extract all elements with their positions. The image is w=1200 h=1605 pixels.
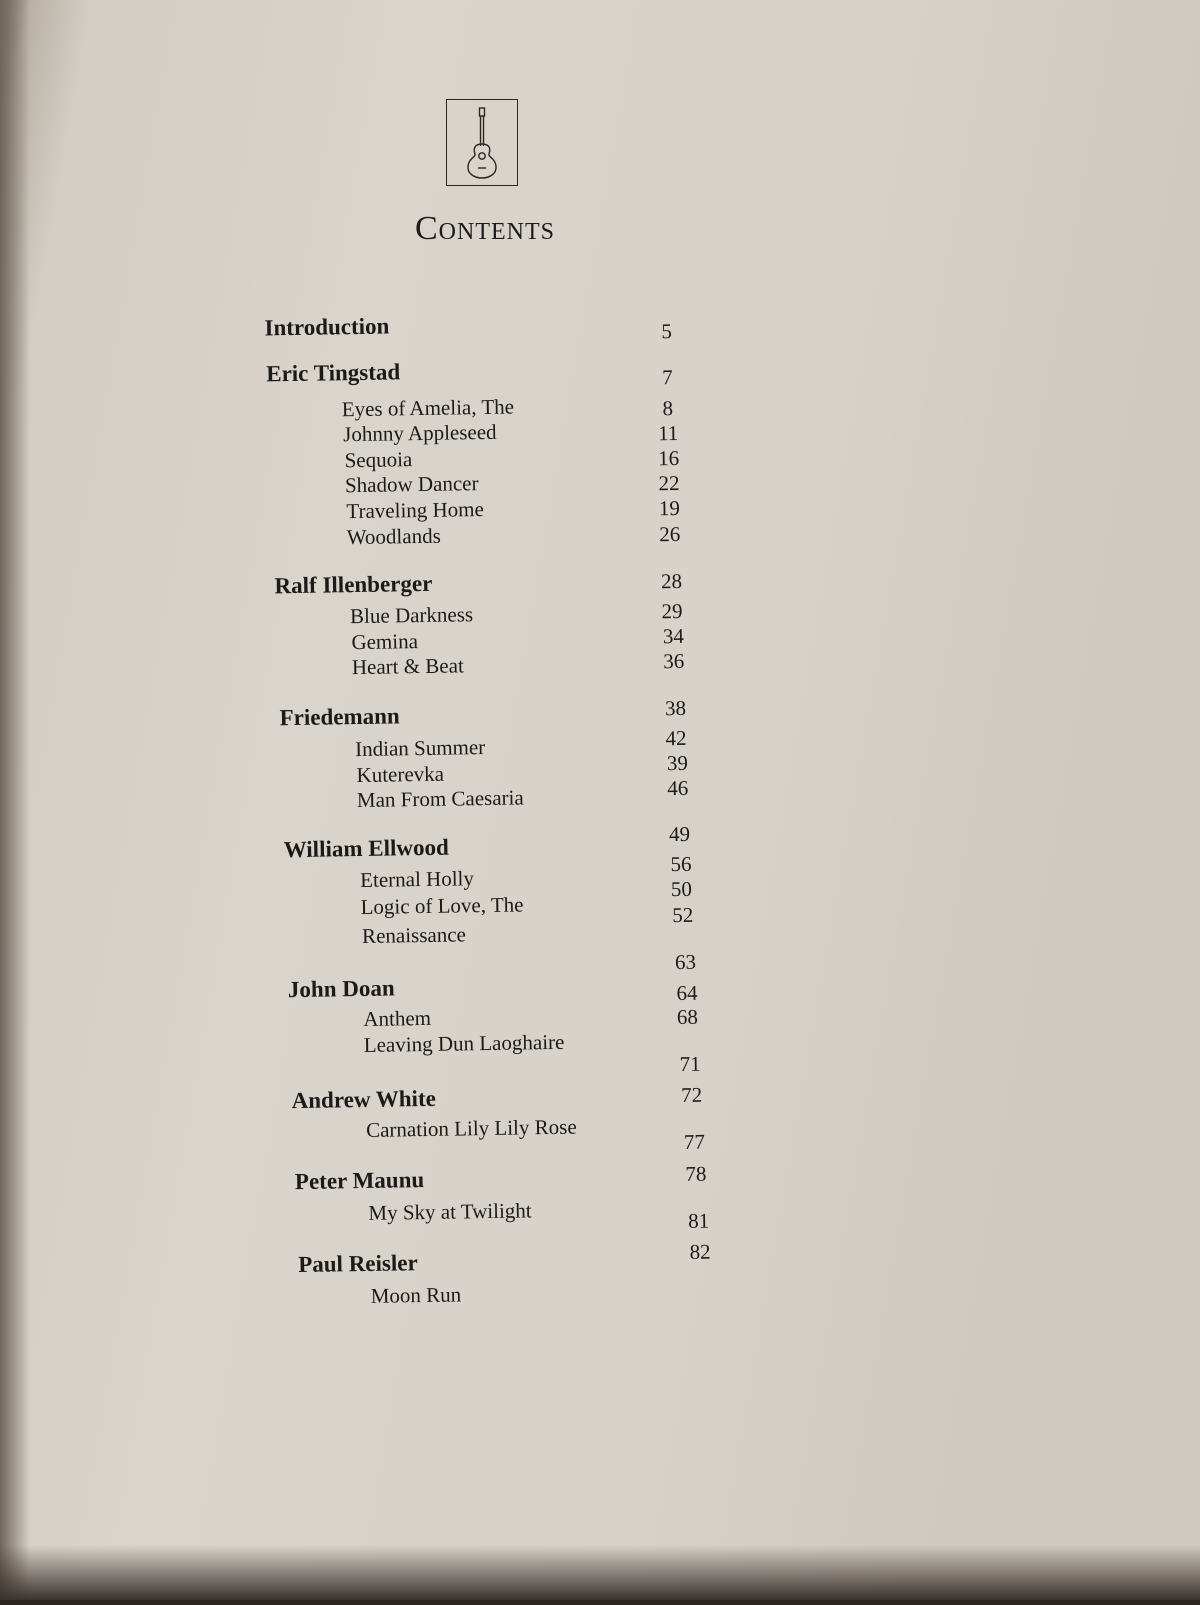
toc-page-number: 38 bbox=[664, 695, 687, 721]
toc-page-number: 36 bbox=[663, 648, 685, 674]
toc-song: Renaissance bbox=[361, 922, 467, 948]
toc-page-number: 52 bbox=[672, 902, 694, 928]
toc-section-andrew-white: Andrew White bbox=[291, 1085, 437, 1114]
toc-page-number: 39 bbox=[666, 750, 689, 776]
toc-song: Eyes of Amelia, The bbox=[341, 394, 515, 422]
toc-song: Woodlands bbox=[346, 523, 441, 550]
toc-song: Blue Darkness bbox=[349, 602, 474, 629]
toc-page-number: 64 bbox=[676, 980, 698, 1006]
toc-page-number: 82 bbox=[689, 1239, 711, 1264]
toc-page-number: 5 bbox=[661, 319, 673, 344]
toc-page-number: 16 bbox=[657, 445, 680, 471]
toc-page-number: 26 bbox=[659, 521, 681, 547]
toc-song: Man From Caesaria bbox=[356, 785, 524, 813]
toc-section-ralf-illenberger: Ralf Illenberger bbox=[274, 570, 433, 599]
toc-song: Anthem bbox=[363, 1005, 432, 1031]
toc-song: Moon Run bbox=[370, 1282, 462, 1308]
toc-song: Sequoia bbox=[344, 447, 413, 473]
toc-page-number: 42 bbox=[665, 725, 687, 751]
toc-page-number: 63 bbox=[674, 949, 697, 975]
toc-page-number: 28 bbox=[660, 568, 683, 594]
toc-section-william-ellwood: William Ellwood bbox=[283, 834, 449, 863]
toc-page-number: 77 bbox=[683, 1129, 706, 1154]
toc-page-number: 56 bbox=[670, 851, 692, 877]
toc-song: Indian Summer bbox=[354, 735, 486, 762]
toc-page-number: 78 bbox=[685, 1161, 707, 1186]
toc-song: Traveling Home bbox=[346, 497, 485, 524]
toc-song: Carnation Lily Lily Rose bbox=[365, 1114, 577, 1142]
toc-song: Shadow Dancer bbox=[344, 471, 479, 498]
toc-song: My Sky at Twilight bbox=[368, 1198, 532, 1225]
toc-song: Heart & Beat bbox=[351, 653, 464, 680]
toc-page-number: 19 bbox=[658, 495, 681, 521]
toc-song: Eternal Holly bbox=[360, 866, 475, 893]
toc-page-number: 29 bbox=[661, 598, 683, 624]
toc-page-number: 49 bbox=[668, 821, 691, 847]
page-title: Contents bbox=[414, 210, 555, 247]
page-bottom-shadow bbox=[0, 1545, 1200, 1600]
toc-page-number: 71 bbox=[679, 1051, 701, 1077]
toc-page-number: 68 bbox=[676, 1004, 699, 1030]
toc-section-friedemann: Friedemann bbox=[279, 703, 400, 731]
toc-song: Logic of Love, The bbox=[360, 892, 524, 920]
toc-page-number: 50 bbox=[670, 876, 693, 902]
toc-song: Johnny Appleseed bbox=[343, 419, 497, 447]
toc-song: Gemina bbox=[351, 629, 419, 655]
toc-page-number: 22 bbox=[658, 470, 680, 496]
toc-section-eric-tingstad: Eric Tingstad bbox=[266, 359, 401, 387]
toc-page-number: 34 bbox=[662, 623, 685, 649]
toc-page-number: 7 bbox=[661, 365, 673, 390]
toc-page-number: 8 bbox=[662, 396, 674, 421]
toc-song: Leaving Dun Laoghaire bbox=[363, 1029, 565, 1057]
toc-page-number: 72 bbox=[680, 1082, 703, 1107]
toc-song: Kuterevka bbox=[356, 761, 445, 788]
toc-section-introduction: Introduction bbox=[264, 313, 390, 341]
toc-section-john-doan: John Doan bbox=[287, 975, 395, 1003]
toc-section-paul-reisler: Paul Reisler bbox=[298, 1250, 418, 1278]
toc-section-peter-maunu: Peter Maunu bbox=[294, 1167, 425, 1195]
toc-page-number: 46 bbox=[667, 775, 689, 801]
toc-page-number: 11 bbox=[657, 420, 679, 446]
toc-page-number: 81 bbox=[687, 1208, 710, 1233]
